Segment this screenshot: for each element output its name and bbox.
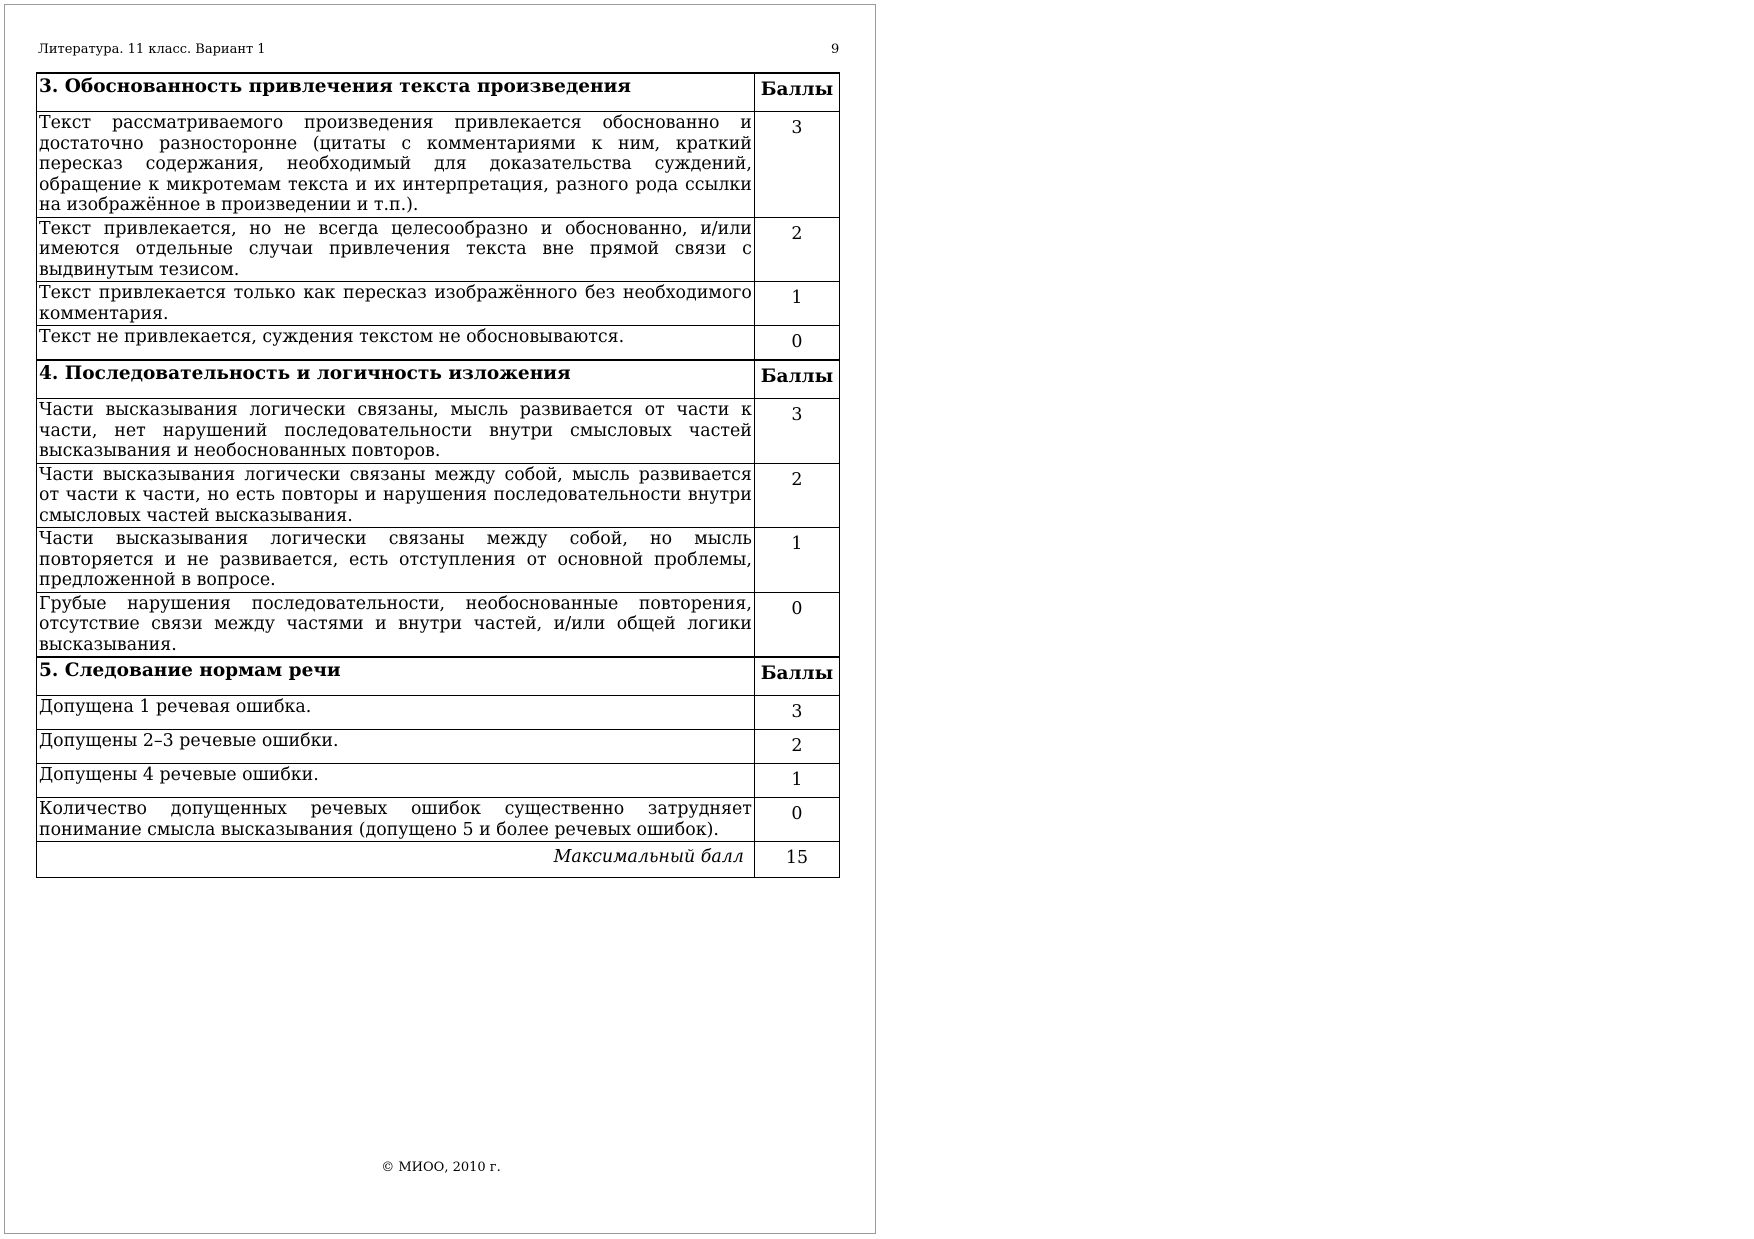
criterion-text: Допущены 4 речевые ошибки. (37, 764, 755, 798)
document-page (4, 4, 876, 1234)
table-row (37, 696, 840, 730)
criterion-score: 1 (754, 764, 839, 798)
table-row (37, 326, 840, 361)
score-column-header: Баллы (754, 657, 839, 696)
max-score-label: Максимальный балл (37, 842, 755, 878)
criterion-score: 0 (754, 326, 839, 361)
criterion-score: 0 (754, 592, 839, 657)
table-row (37, 730, 840, 764)
table-row (37, 399, 840, 464)
table-row (37, 463, 840, 528)
criterion-text: Грубые нарушения последовательности, необоснованные повторения, отсутствие связи между частями и внутри частей, и/или общей логики высказывания. (37, 592, 755, 657)
criterion-score: 1 (754, 282, 839, 326)
criterion-score: 2 (754, 217, 839, 282)
grading-criteria-table (36, 72, 840, 878)
criterion-text: Части высказывания логически связаны, мысль развивается от части к части, нет нарушений последовательности внутри смысловых частей высказывания и необоснованных повторов. (37, 399, 755, 464)
table-row (37, 592, 840, 657)
criterion-text: Текст привлекается только как пересказ изображённого без необходимого комментария. (37, 282, 755, 326)
page-number: 9 (831, 42, 840, 57)
max-score-value: 15 (754, 842, 839, 878)
criterion-score: 3 (754, 696, 839, 730)
table-row (37, 528, 840, 593)
criterion-text: Допущены 2–3 речевые ошибки. (37, 730, 755, 764)
criterion-text: Количество допущенных речевых ошибок существенно затрудняет понимание смысла высказывания (допущено 5 и более речевых ошибок). (37, 798, 755, 842)
criterion-score: 3 (754, 112, 839, 218)
max-score-row (37, 842, 840, 878)
running-header-title: Литература. 11 класс. Вариант 1 (38, 42, 266, 57)
criterion-score: 2 (754, 730, 839, 764)
criterion-text: Текст привлекается, но не всегда целесообразно и обоснованно, и/или имеются отдельные случаи привлечения текста вне прямой связи с выдвинутым тезисом. (37, 217, 755, 282)
criterion-score: 3 (754, 399, 839, 464)
criterion-text: Части высказывания логически связаны между собой, мысль развивается от части к части, но есть повторы и нарушения последовательности внутри смысловых частей высказывания. (37, 463, 755, 528)
table-row (37, 217, 840, 282)
table-row (37, 764, 840, 798)
score-column-header: Баллы (754, 73, 839, 112)
section-title: 5. Следование нормам речи (37, 657, 755, 696)
score-column-header: Баллы (754, 360, 839, 399)
criterion-text: Текст рассматриваемого произведения привлекается обоснованно и достаточно разносторонне (цитаты с комментариями к ним, краткий пересказ содержания, необходимый для доказательства суждений, обращение к микротемам текста и их интерпретация, разного рода ссылки на изображённое в произведении и т.п.). (37, 112, 755, 218)
criterion-text: Текст не привлекается, суждения текстом не обосновываются. (37, 326, 755, 361)
section-header-3 (37, 73, 840, 112)
criterion-text: Части высказывания логически связаны между собой, но мысль повторяется и не развивается, есть отступления от основной проблемы, предложенной в вопросе. (37, 528, 755, 593)
table-row (37, 798, 840, 842)
table-row (37, 112, 840, 218)
section-header-5 (37, 657, 840, 696)
criterion-text: Допущена 1 речевая ошибка. (37, 696, 755, 730)
section-title: 4. Последовательность и логичность изложения (37, 360, 755, 399)
copyright-footer: © МИОО, 2010 г. (381, 1160, 501, 1175)
criterion-score: 1 (754, 528, 839, 593)
criterion-score: 0 (754, 798, 839, 842)
criterion-score: 2 (754, 463, 839, 528)
section-header-4 (37, 360, 840, 399)
section-title: 3. Обоснованность привлечения текста произведения (37, 73, 755, 112)
table-row (37, 282, 840, 326)
